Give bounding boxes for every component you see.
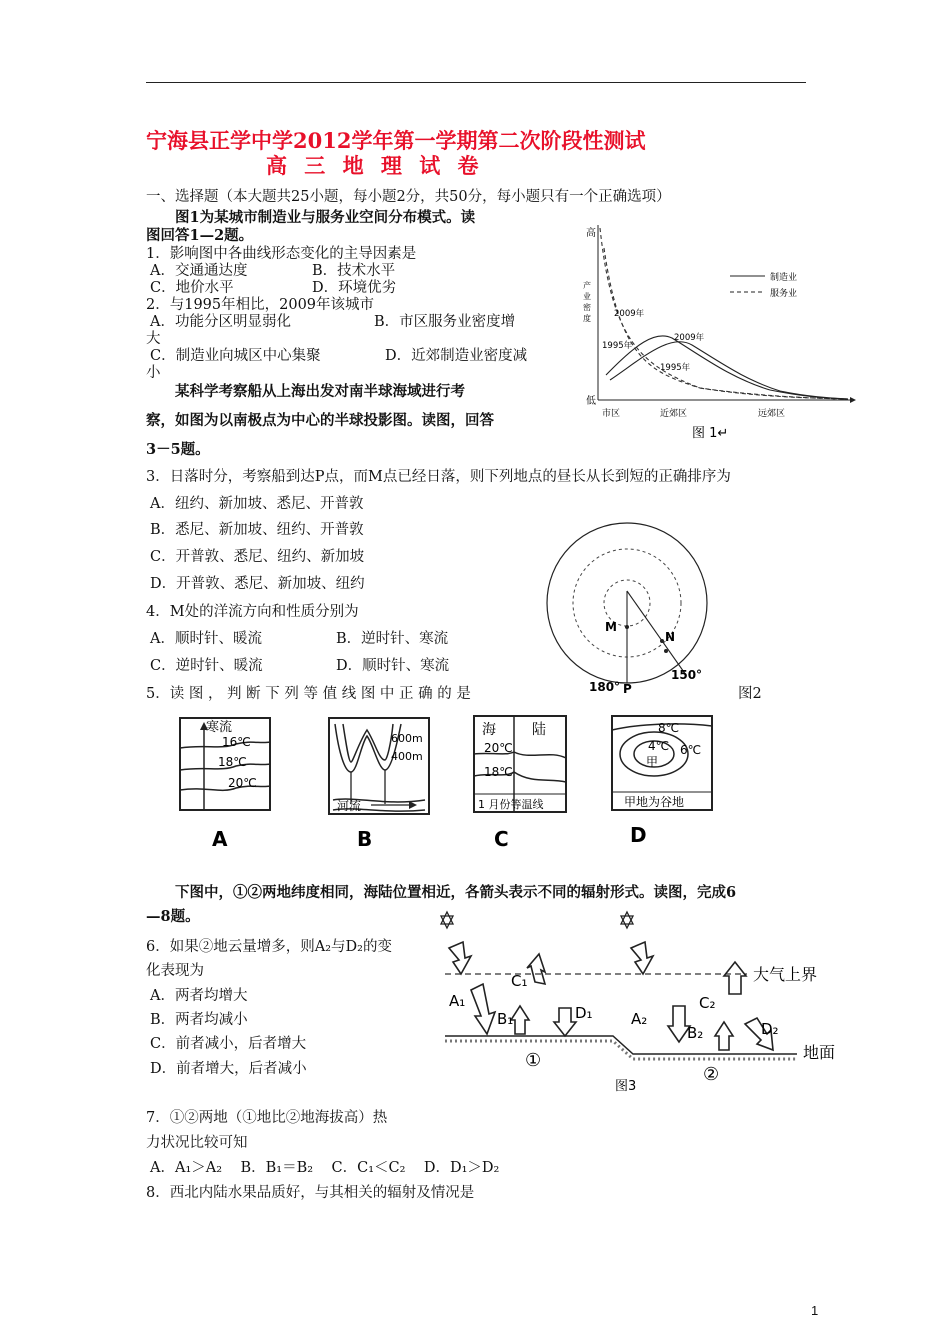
fig3-label-c2: C₂ xyxy=(699,994,716,1012)
iso-b-contour-400 xyxy=(343,724,393,762)
fig3-sun1-tri-up xyxy=(441,912,453,924)
figure-2-polar-projection xyxy=(545,515,715,695)
q4-stem: 4．M处的洋流方向和性质分别为 xyxy=(146,604,359,620)
q1-option-d: D．环境优劣 xyxy=(312,280,397,296)
iso-a-16: 16℃ xyxy=(222,735,251,749)
iso-b-400: 400m xyxy=(391,750,423,763)
figure-3-radiation-diagram xyxy=(435,910,855,1100)
iso-c-label: C xyxy=(494,827,509,851)
fig1-y-label xyxy=(583,280,594,323)
iso-b-600: 600m xyxy=(391,732,423,745)
fig3-site-2: ② xyxy=(703,1064,720,1085)
iso-a-18: 18℃ xyxy=(218,755,247,769)
iso-panel-b xyxy=(325,714,435,852)
q8-stem: 8．西北内陆水果品质好，与其相关的辐射及情况是 xyxy=(146,1185,475,1201)
fig1-y-label-2: 业 xyxy=(583,292,591,301)
fig2-point-m xyxy=(625,625,629,629)
intro-3-5-line1: 某科学考察船从上海出发对南半球海域进行考 xyxy=(175,383,465,400)
iso-b-flow-arrow xyxy=(409,801,417,809)
fig3-label-b1: B₁ xyxy=(497,1010,514,1028)
q3-option-b: B．悉尼、新加坡、纽约、开普敦 xyxy=(150,522,364,538)
q6-option-a: A．两者均增大 xyxy=(150,988,248,1004)
fig1-x-city: 市区 xyxy=(602,409,621,419)
q4-option-c: C．逆时针、暖流 xyxy=(150,658,263,674)
fig1-service-2009-curve xyxy=(604,248,848,399)
iso-d-6: 6℃ xyxy=(680,743,702,757)
fig3-arrow-b2 xyxy=(715,1022,733,1050)
q2-option-b: B．市区服务业密度增 xyxy=(374,314,516,330)
intro-1-2-line2: 图回答1—2题。 xyxy=(146,227,254,244)
fig3-sun-icon-1 xyxy=(441,912,453,928)
fig1-y-label-4: 度 xyxy=(583,314,591,323)
q7-stem-line2: 力状况比较可知 xyxy=(146,1135,248,1151)
header-rule xyxy=(146,82,806,83)
page-number: 1 xyxy=(811,1303,819,1318)
section-heading: 一、选择题（本大题共25小题，每小题2分，共50分，每小题只有一个正确选项） xyxy=(146,189,671,205)
fig1-x-suburb: 近郊区 xyxy=(660,409,688,419)
iso-c-20: 20℃ xyxy=(484,741,513,755)
fig3-arrow-a1 xyxy=(471,984,495,1034)
fig1-x-arrow xyxy=(850,397,856,403)
q3-option-c: C．开普敦、悉尼、纽约、新加坡 xyxy=(150,549,365,565)
intro-3-5-line2: 察，如图为以南极点为中心的半球投影图。读图，回答 xyxy=(146,412,494,429)
fig2-label-p: P xyxy=(623,682,632,695)
fig1-label-1995-left: 1995年 xyxy=(602,341,633,351)
iso-d-jia: 甲 xyxy=(646,755,659,769)
q6-option-d: D．前者增大，后者减小 xyxy=(150,1061,307,1077)
fig2-label-n: N xyxy=(665,630,676,644)
fig2-label-150: 150° xyxy=(671,668,703,682)
iso-a-label: A xyxy=(212,827,228,851)
q2-option-b-wrap: 大 xyxy=(146,331,161,347)
fig1-legend-svc: 服务业 xyxy=(770,289,798,299)
iso-a-cold: 寒流 xyxy=(206,720,233,735)
iso-b-label: B xyxy=(357,827,373,851)
exam-title: 宁海县正学中学2012学年第一学期第二次阶段性测试 xyxy=(146,128,646,153)
iso-c-18: 18℃ xyxy=(484,765,513,779)
fig2-label-m: M xyxy=(605,620,617,634)
fig2-point-n xyxy=(660,639,664,643)
fig3-atmosphere-top: 大气上界 xyxy=(753,965,818,984)
iso-c-caption: 1 月份等温线 xyxy=(478,798,544,811)
intro-3-5-line3: 3－5题。 xyxy=(146,441,210,458)
fig1-x-far: 远郊区 xyxy=(758,409,786,419)
fig3-ground-line xyxy=(445,1036,797,1054)
fig3-site-1: ① xyxy=(525,1050,542,1071)
q2-option-d: D．近郊制造业密度减 xyxy=(385,348,528,364)
fig1-label-2009-mfg: 2009年 xyxy=(674,333,705,343)
q7-options: A．A₁＞A₂ B．B₁＝B₂ C．C₁＜C₂ D．D₁＞D₂ xyxy=(150,1160,500,1176)
figure-1-density-chart xyxy=(580,220,860,445)
q1-stem: 1．影响图中各曲线形态变化的主导因素是 xyxy=(146,246,417,262)
fig1-label-1995-right: 1995年 xyxy=(660,363,691,373)
fig3-arrow-solar-2 xyxy=(631,942,653,974)
q1-option-c: C．地价水平 xyxy=(150,280,234,296)
iso-b-river: 河流 xyxy=(337,799,362,813)
fig3-sun-icon-2 xyxy=(621,912,633,928)
iso-d-4: 4℃ xyxy=(648,739,670,753)
q4-option-d: D．顺时针、寒流 xyxy=(336,658,450,674)
fig1-y-low: 低 xyxy=(586,396,596,407)
fig1-y-high: 高 xyxy=(586,228,596,239)
intro-1-2-line1: 图1为某城市制造业与服务业空间分布模式。读 xyxy=(175,209,476,226)
fig3-label-c1: C₁ xyxy=(511,972,528,990)
q2-option-a: A．功能分区明显弱化 xyxy=(150,314,291,330)
iso-panel-a xyxy=(176,714,281,852)
iso-a-20: 20℃ xyxy=(228,776,257,790)
fig3-arrow-c2 xyxy=(724,962,746,994)
fig2-label-180: 180° xyxy=(589,680,621,694)
q3-stem: 3．日落时分，考察船到达P点，而M点已经日落，则下列地点的昼长从长到短的正确排序为 xyxy=(146,469,731,485)
fig3-ground: 地面 xyxy=(803,1043,836,1062)
fig3-sun2-tri-down xyxy=(621,916,633,928)
intro-6-8-line1: 下图中，①②两地纬度相同，海陆位置相近，各箭头表示不同的辐射形式。读图，完成6 xyxy=(175,884,737,901)
q5-stem: 5．读 图 ， 判 断 下 列 等 值 线 图 中 正 确 的 是 xyxy=(146,686,471,702)
fig3-sun1-tri-down xyxy=(441,916,453,928)
fig3-caption: 图3 xyxy=(615,1079,637,1094)
fig2-meridian-150 xyxy=(627,591,686,675)
fig3-sun2-tri-up xyxy=(621,912,633,924)
fig3-arrow-b1 xyxy=(511,1006,529,1034)
fig2-point-n2 xyxy=(664,649,668,653)
q1-option-a: A．交通通达度 xyxy=(150,263,248,279)
iso-d-8: 8℃ xyxy=(658,721,680,735)
q3-option-a: A．纽约、新加坡、悉尼、开普敦 xyxy=(150,496,364,512)
fig3-arrow-solar-1 xyxy=(449,942,471,974)
fig1-mfg-2009-curve xyxy=(610,342,848,399)
q2-option-d-wrap: 小 xyxy=(146,365,161,381)
q1-option-b: B．技术水平 xyxy=(312,263,396,279)
q6-option-c: C．前者减小，后者增大 xyxy=(150,1036,307,1052)
fig3-label-d1: D₁ xyxy=(575,1004,593,1022)
iso-d-label: D xyxy=(630,823,647,847)
fig3-label-b2: B₂ xyxy=(687,1024,704,1042)
q5-figure-label: 图2 xyxy=(738,686,762,702)
q2-option-c: C．制造业向城区中心集聚 xyxy=(150,348,321,364)
fig3-label-d2: D₂ xyxy=(761,1020,779,1038)
q6-option-b: B．两者均减小 xyxy=(150,1012,248,1028)
intro-6-8-line2: —8题。 xyxy=(146,908,200,925)
fig1-mfg-1995-curve xyxy=(606,336,848,399)
q4-option-a: A．顺时针、暖流 xyxy=(150,631,262,647)
fig3-label-a1: A₁ xyxy=(449,992,466,1010)
q2-stem: 2．与1995年相比，2009年该城市 xyxy=(146,297,375,313)
iso-d-caption: 甲地为谷地 xyxy=(624,795,685,809)
fig1-legend-mfg: 制造业 xyxy=(770,273,798,283)
iso-c-land: 陆 xyxy=(532,722,546,738)
fig3-arrow-d1 xyxy=(554,1008,576,1036)
q6-stem-line1: 6．如果②地云量增多，则A₂与D₂的变 xyxy=(146,939,392,955)
fig3-arrow-c1 xyxy=(527,954,545,984)
iso-panel-d xyxy=(608,712,718,850)
q3-option-d: D．开普敦、悉尼、新加坡、纽约 xyxy=(150,576,365,592)
exam-subtitle: 高 三 地 理 试 卷 xyxy=(266,153,479,178)
fig1-y-label-3: 密 xyxy=(583,303,591,312)
iso-c-sea: 海 xyxy=(482,722,496,738)
q6-stem-line2: 化表现为 xyxy=(146,963,204,979)
fig1-caption: 图 1↵ xyxy=(692,426,729,441)
fig3-label-a2: A₂ xyxy=(631,1010,648,1028)
q7-stem-line1: 7．①②两地（①地比②地海拔高）热 xyxy=(146,1110,388,1126)
q4-option-b: B．逆时针、寒流 xyxy=(336,631,449,647)
iso-panel-c xyxy=(470,712,575,852)
fig1-y-label-1: 产 xyxy=(583,281,591,290)
fig1-label-2009-svc: 2009年 xyxy=(614,309,645,319)
